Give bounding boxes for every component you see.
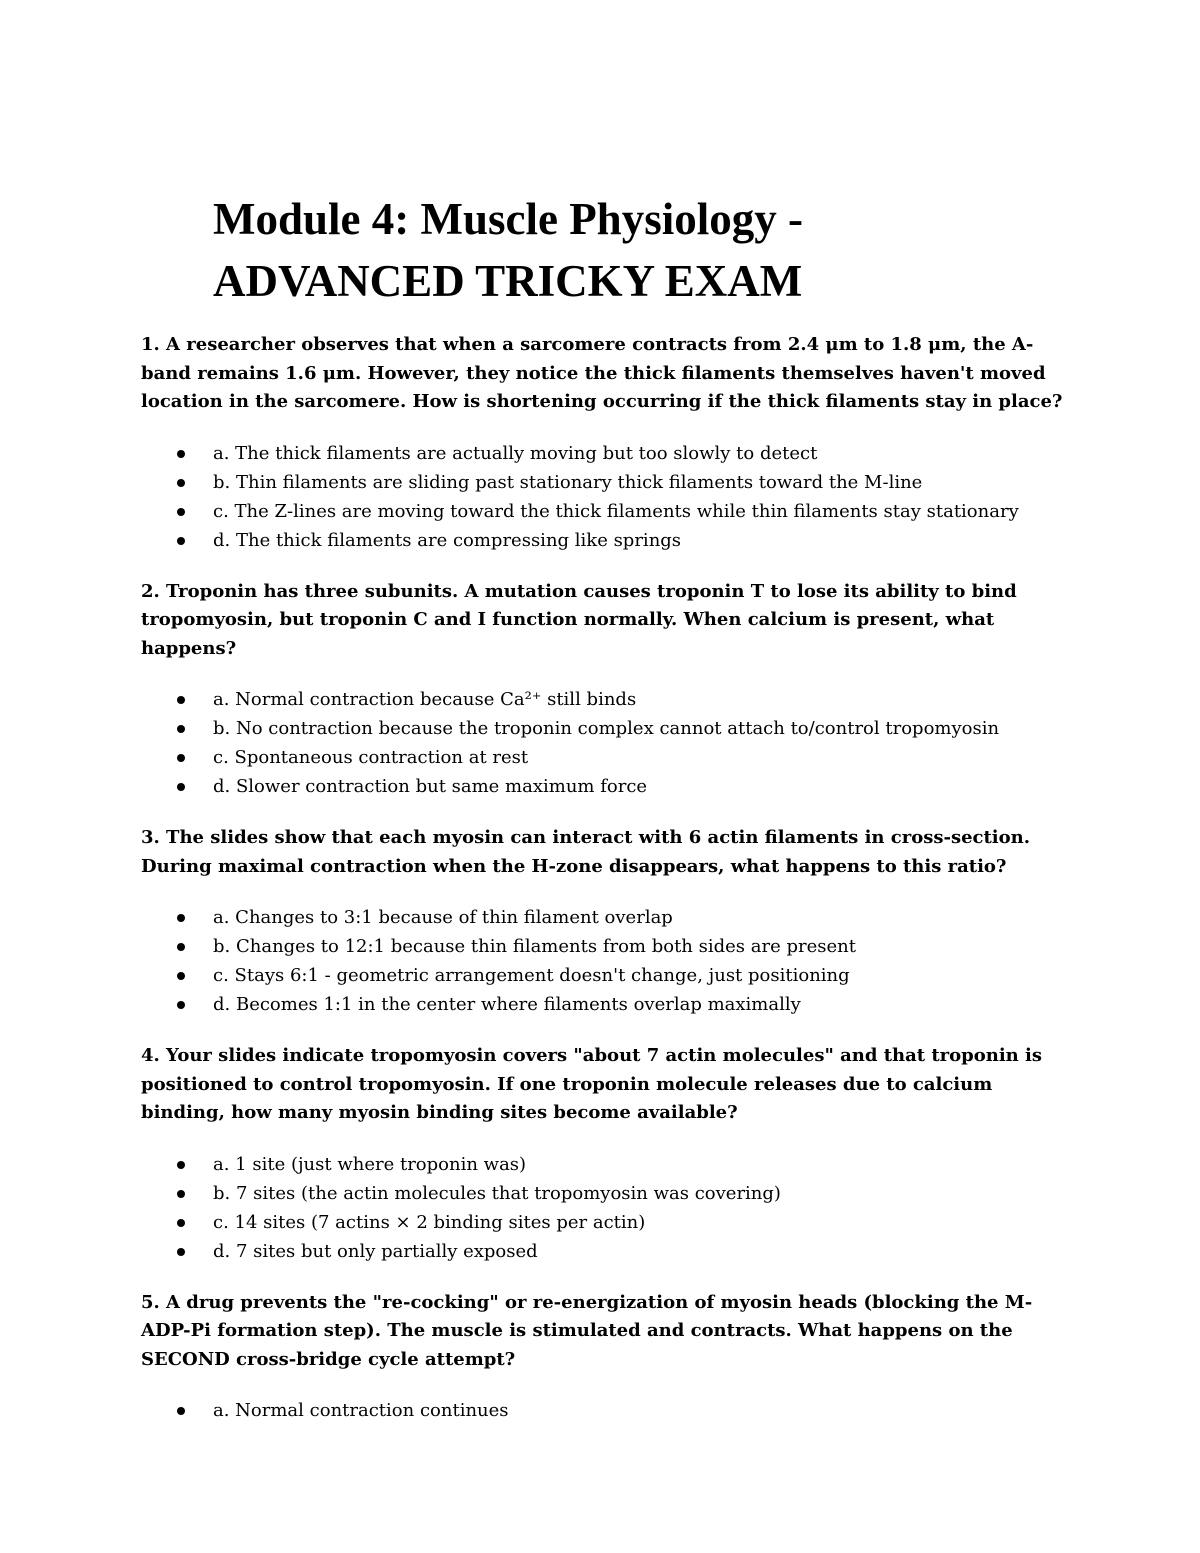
question-2 xyxy=(141,578,1071,802)
answer-option xyxy=(141,1179,1071,1208)
answer-option xyxy=(141,772,1071,801)
answer-option xyxy=(141,526,1071,555)
answer-option xyxy=(141,468,1071,497)
question-3 xyxy=(141,824,1071,1019)
bullet-icon xyxy=(177,754,185,762)
bullet-icon xyxy=(177,914,185,922)
option-text: b. No contraction because the troponin complex cannot attach to/control tropomyosin xyxy=(213,718,1000,739)
answer-options xyxy=(141,903,1071,1019)
answer-option xyxy=(141,439,1071,468)
question-5 xyxy=(141,1289,1071,1426)
answer-option xyxy=(141,685,1071,714)
option-text: a. 1 site (just where troponin was) xyxy=(213,1153,527,1175)
option-text: d. Becomes 1:1 in the center where filaments overlap maximally xyxy=(213,994,801,1015)
question-text: 4. Your slides indicate tropomyosin covers "about 7 actin molecules" and that troponin is positioned to control tropomyosin. If one troponin molecule releases due to calcium binding, how many myosin binding sites become available? xyxy=(141,1045,1043,1123)
answer-option xyxy=(141,961,1071,990)
bullet-icon xyxy=(177,972,185,980)
title-line-2: ADVANCED TRICKY EXAM xyxy=(213,256,803,306)
answer-options xyxy=(141,685,1071,801)
answer-option xyxy=(141,714,1071,743)
bullet-icon xyxy=(177,725,185,733)
option-text: d. The thick filaments are compressing like springs xyxy=(213,529,682,551)
answer-option xyxy=(141,932,1071,961)
answer-options xyxy=(141,1150,1071,1266)
question-list xyxy=(141,331,1071,1448)
option-text: c. 14 sites (7 actins × 2 binding sites per actin) xyxy=(213,1211,646,1233)
option-text: b. Thin filaments are sliding past stationary thick filaments toward the M-line xyxy=(213,471,923,493)
bullet-icon xyxy=(177,1161,185,1169)
option-text: a. The thick filaments are actually moving but too slowly to detect xyxy=(213,442,818,464)
answer-options xyxy=(141,439,1071,555)
question-text: 2. Troponin has three subunits. A mutation causes troponin T to lose its ability to bind tropomyosin, but troponin C and I function normally. When calcium is present, what happens? xyxy=(141,580,1017,659)
answer-option xyxy=(141,903,1071,932)
option-text: c. The Z-lines are moving toward the thick filaments while thin filaments stay stationary xyxy=(213,500,1019,522)
question-1 xyxy=(141,331,1071,555)
bullet-icon xyxy=(177,1190,185,1198)
answer-options xyxy=(141,1396,1071,1425)
question-text: 3. The slides show that each myosin can interact with 6 actin filaments in cross-section. During maximal contraction when the H-zone disappears, what happens to this ratio? xyxy=(141,827,1031,877)
title-line-1: Module 4: Muscle Physiology - xyxy=(213,194,803,244)
option-text: c. Stays 6:1 - geometric arrangement doesn't change, just positioning xyxy=(213,965,850,986)
bullet-icon xyxy=(177,1248,185,1256)
option-text: d. Slower contraction but same maximum force xyxy=(213,776,648,797)
page-title xyxy=(213,188,1113,312)
bullet-icon xyxy=(177,1407,185,1415)
answer-option xyxy=(141,1208,1071,1237)
bullet-icon xyxy=(177,943,185,951)
option-text: a. Changes to 3:1 because of thin filament overlap xyxy=(213,907,673,928)
bullet-icon xyxy=(177,696,185,704)
option-text: b. Changes to 12:1 because thin filaments from both sides are present xyxy=(213,936,856,957)
bullet-icon xyxy=(177,508,185,516)
question-4 xyxy=(141,1042,1071,1266)
answer-option xyxy=(141,497,1071,526)
bullet-icon xyxy=(177,783,185,791)
answer-option xyxy=(141,990,1071,1019)
option-text: a. Normal contraction continues xyxy=(213,1400,509,1421)
question-text: 5. A drug prevents the "re-cocking" or re-energization of myosin heads (blocking the M-ADP-Pi formation step). The muscle is stimulated and contracts. What happens on the SECOND cross-bridge cycle attempt? xyxy=(141,1291,1033,1370)
bullet-icon xyxy=(177,537,185,545)
answer-option xyxy=(141,1150,1071,1179)
question-text: 1. A researcher observes that when a sarcomere contracts from 2.4 μm to 1.8 μm, the A-band remains 1.6 μm. However, they notice the thick filaments themselves haven't moved location in the sarcomere. How is shortening occurring if the thick filaments stay in place? xyxy=(141,334,1063,412)
option-text: b. 7 sites (the actin molecules that tropomyosin was covering) xyxy=(213,1182,781,1204)
option-text: a. Normal contraction because Ca²⁺ still binds xyxy=(213,689,637,710)
option-text: c. Spontaneous contraction at rest xyxy=(213,747,529,768)
answer-option xyxy=(141,1396,1071,1425)
bullet-icon xyxy=(177,479,185,487)
bullet-icon xyxy=(177,1001,185,1009)
option-text: d. 7 sites but only partially exposed xyxy=(213,1240,538,1262)
bullet-icon xyxy=(177,1219,185,1227)
bullet-icon xyxy=(177,450,185,458)
answer-option xyxy=(141,1237,1071,1266)
answer-option xyxy=(141,743,1071,772)
